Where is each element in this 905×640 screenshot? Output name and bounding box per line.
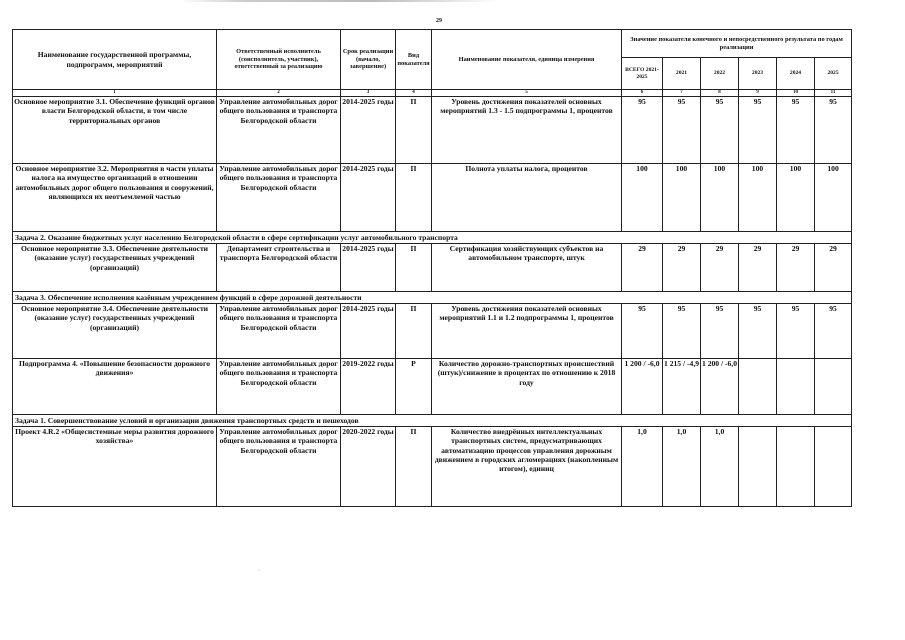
row-value-2021: 1,0 (663, 427, 701, 507)
row-name: Основное мероприятие 3.1. Обеспечение функций органов власти Белгородской области, в том числе территориальных органов (13, 97, 217, 164)
row-value-total: 1 200 / -6,0 (622, 359, 663, 415)
row-value-2021: 1 215 / -4,9 (663, 359, 701, 415)
table-row (13, 97, 852, 164)
header-indicator: Наименование показателя, единица измерения (432, 30, 622, 90)
row-term: 2014-2025 годы (341, 304, 396, 359)
row-indicator: Полнота уплаты налога, процентов (432, 164, 622, 232)
row-value-2024: 95 (777, 97, 815, 164)
row-kind: П (396, 244, 432, 292)
row-term: 2014-2025 годы (341, 97, 396, 164)
row-indicator: Количество внедрённых интеллектуальных транспортных систем, предусматривающих автоматизацию процессов управления дорожным движением в городских агломерациях (накопленным итогом), единиц (432, 427, 622, 507)
scan-artifact-top (180, 0, 500, 2)
row-value-2025: 29 (815, 244, 852, 292)
header-term: Срок реализации (начало, завершение) (341, 30, 396, 90)
row-value-2021: 100 (663, 164, 701, 232)
row-name: Проект 4.R.2 «Общесистемные меры развития дорожного хозяйства» (13, 427, 217, 507)
table-row (13, 304, 852, 359)
row-term: 2014-2025 годы (341, 164, 396, 232)
row-value-total: 100 (622, 164, 663, 232)
column-numbers-row (13, 90, 852, 97)
row-executor: Управление автомобильных дорог общего пользования и транспорта Белгородской области (217, 164, 341, 232)
header-year-2023: 2023 (739, 58, 777, 90)
column-number: 8 (701, 90, 739, 97)
row-value-2025 (815, 359, 852, 415)
row-value-2024: 100 (777, 164, 815, 232)
table-row (13, 244, 852, 292)
row-value-2024: 95 (777, 304, 815, 359)
row-indicator: Сертификация хозяйствующих субъектов на автомобильном транспорте, штук (432, 244, 622, 292)
row-value-2024: 29 (777, 244, 815, 292)
row-value-total: 95 (622, 304, 663, 359)
header-name: Наименование государственной программы, подпрограмм, мероприятий (13, 30, 217, 90)
column-number: 11 (815, 90, 852, 97)
row-value-2023: 95 (739, 304, 777, 359)
row-value-2025 (815, 427, 852, 507)
row-value-2022: 29 (701, 244, 739, 292)
row-value-2024 (777, 359, 815, 415)
page-number: 29 (436, 18, 442, 24)
row-executor: Управление автомобильных дорог общего пользования и транспорта Белгородской области (217, 97, 341, 164)
row-value-2021: 95 (663, 97, 701, 164)
row-value-total: 29 (622, 244, 663, 292)
row-value-2023 (739, 359, 777, 415)
row-value-2025: 95 (815, 304, 852, 359)
row-value-2023: 100 (739, 164, 777, 232)
row-value-total: 95 (622, 97, 663, 164)
row-kind: Р (396, 359, 432, 415)
column-number: 2 (217, 90, 341, 97)
column-number: 9 (739, 90, 777, 97)
row-value-2023 (739, 427, 777, 507)
task-row (13, 292, 852, 304)
header-values-group: Значение показателя конечного и непосредственного результата по годам реализации (622, 30, 852, 58)
row-value-total: 1,0 (622, 427, 663, 507)
row-executor: Управление автомобильных дорог общего пользования и транспорта Белгородской области (217, 427, 341, 507)
row-indicator: Количество дорожно-транспортных происшествий (штук)/снижение в процентах по отношению к 2018 году (432, 359, 622, 415)
column-number: 5 (432, 90, 622, 97)
task-title: Задача 2. Оказание бюджетных услуг населению Белгородской области в сфере сертификации услуг автомобильного транспорта (13, 232, 852, 244)
scan-dot: · (258, 568, 260, 574)
row-name: Подпрограмма 4. «Повышение безопасности дорожного движения» (13, 359, 217, 415)
row-kind: П (396, 164, 432, 232)
column-number: 6 (622, 90, 663, 97)
row-value-2022: 100 (701, 164, 739, 232)
row-name: Основное мероприятие 3.3. Обеспечение деятельности (оказание услуг) государственных учреждений (организаций) (13, 244, 217, 292)
task-row (13, 232, 852, 244)
header-year-2022: 2022 (701, 58, 739, 90)
row-value-2023: 29 (739, 244, 777, 292)
row-indicator: Уровень достижения показателей основных мероприятий 1.1 и 1.2 подпрограммы 1, процентов (432, 304, 622, 359)
row-executor: Управление автомобильных дорог общего пользования и транспорта Белгородской области (217, 304, 341, 359)
column-number: 3 (341, 90, 396, 97)
column-number: 10 (777, 90, 815, 97)
row-value-2025: 100 (815, 164, 852, 232)
task-title: Задача 3. Обеспечение исполнения казённым учреждением функций в сфере дорожной деятельности (13, 292, 852, 304)
row-value-2021: 95 (663, 304, 701, 359)
program-indicators-table (12, 29, 852, 507)
row-term: 2020-2022 годы (341, 427, 396, 507)
row-value-2021: 29 (663, 244, 701, 292)
task-title: Задача 1. Совершенствование условий и организации движения транспортных средств и пешеходов (13, 415, 852, 427)
row-kind: П (396, 427, 432, 507)
row-term: 2019-2022 годы (341, 359, 396, 415)
row-term: 2014-2025 годы (341, 244, 396, 292)
row-value-2022: 95 (701, 97, 739, 164)
header-executor: Ответственный исполнитель (соисполнитель, участник), ответственный за реализацию (217, 30, 341, 90)
row-kind: П (396, 304, 432, 359)
row-executor: Департамент строительства и транспорта Белгородской области (217, 244, 341, 292)
row-value-2023: 95 (739, 97, 777, 164)
table-row (13, 427, 852, 507)
header-year-2021: 2021 (663, 58, 701, 90)
table-row (13, 164, 852, 232)
row-value-2022: 1 200 / -6,0 (701, 359, 739, 415)
row-executor: Управление автомобильных дорог общего пользования и транспорта Белгородской области (217, 359, 341, 415)
row-kind: П (396, 97, 432, 164)
row-value-2025: 95 (815, 97, 852, 164)
row-value-2022: 95 (701, 304, 739, 359)
row-value-2022: 1,0 (701, 427, 739, 507)
header-kind: Вид показателя (396, 30, 432, 90)
task-row (13, 415, 852, 427)
table-row (13, 359, 852, 415)
header-total: ВСЕГО 2021-2025 (622, 58, 663, 90)
header-year-2025: 2025 (815, 58, 852, 90)
header-year-2024: 2024 (777, 58, 815, 90)
row-name: Основное мероприятие 3.2. Мероприятия в части уплаты налога на имущество организаций в отношении автомобильных дорог общего пользования и сооружений, являющихся их неотъемлемой частью (13, 164, 217, 232)
row-value-2024 (777, 427, 815, 507)
column-number: 7 (663, 90, 701, 97)
row-indicator: Уровень достижения показателей основных мероприятий 1.3 - 1.5 подпрограммы 1, процентов (432, 97, 622, 164)
column-number: 1 (13, 90, 217, 97)
row-name: Основное мероприятие 3.4. Обеспечение деятельности (оказание услуг) государственных учреждений (организаций) (13, 304, 217, 359)
column-number: 4 (396, 90, 432, 97)
